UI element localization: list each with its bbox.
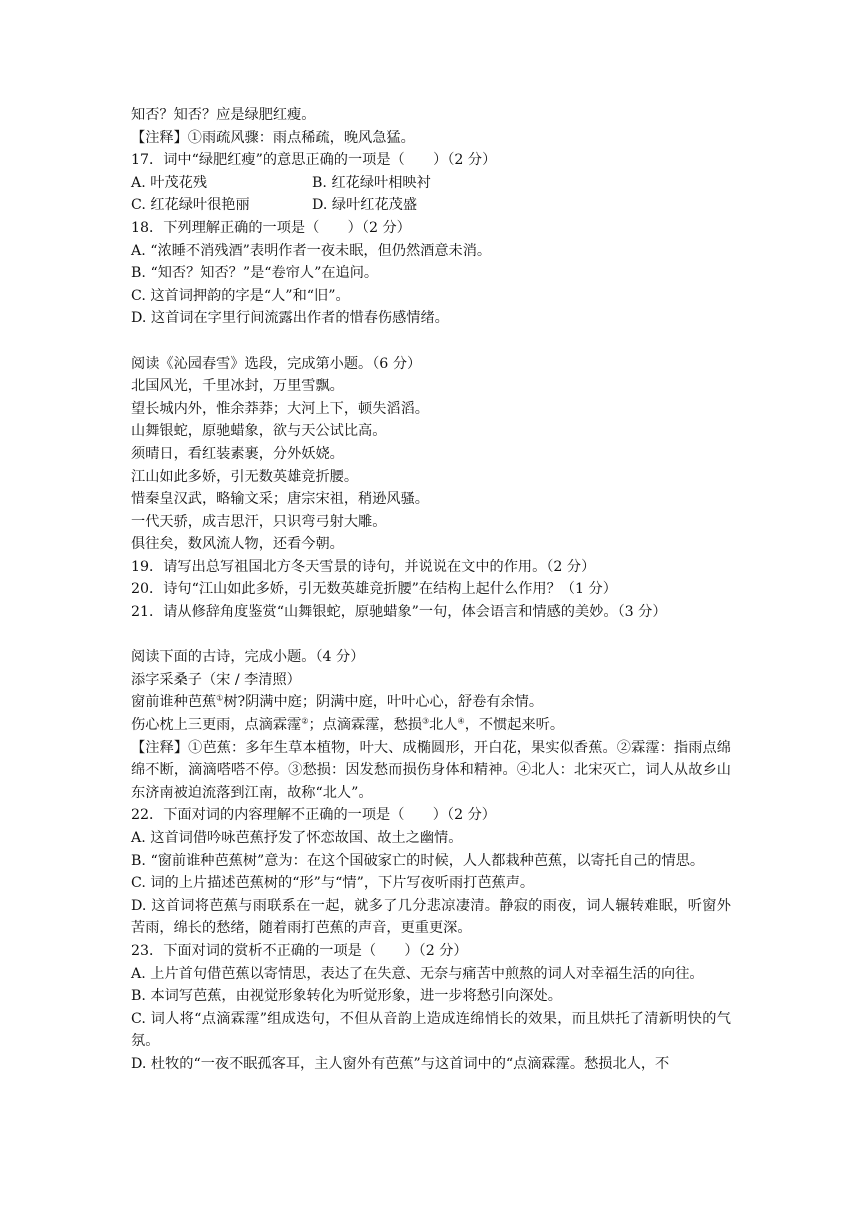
question-22: 22．下面对词的内容理解不正确的一项是（ ）（2 分） [131, 807, 496, 824]
poem-line: 须晴日，看红装素裹，分外妖娆。 [131, 445, 344, 462]
q23-option-d: D. 杜牧的“一夜不眠孤客耳，主人窗外有芭蕉”与这首词中的“点滴霖霪。愁损北人，不 [131, 1055, 670, 1072]
footnote-marker: ③ [421, 716, 430, 726]
q23-option-a: A. 上片首句借芭蕉以寄情思，表达了在失意、无奈与痛苦中煎熬的词人对幸福生活的向往。 [131, 965, 704, 982]
q17-options-row-1 [131, 172, 731, 195]
poem-line: 江山如此多娇，引无数英雄竞折腰。 [131, 468, 359, 485]
annotation: 【注释】①雨疏风骤：雨点稀疏，晚风急猛。 [131, 129, 415, 146]
q17-option-b: B. 红花绿叶相映衬 [312, 174, 431, 191]
poem-line: 俱往矣，数风流人物，还看今朝。 [131, 536, 344, 553]
q18-option-c: C. 这首词押韵的字是“人”和“旧”。 [131, 287, 350, 304]
poem-text: 树?阴满中庭；阴满中庭，叶叶心心，舒卷有余情。 [223, 694, 544, 711]
q23-option-c: C. 词人将“点滴霖霪”组成迭句，不但从音韵上造成连绵悄长的效果，而且烘托了清新明快的气氛。 [131, 1010, 731, 1050]
poem-title: 添字采桑子（宋 / 李清照） [131, 671, 301, 688]
poem-line: 山舞银蛇，原驰蜡象，欲与天公试比高。 [131, 423, 387, 440]
poem-line: 知否？知否？应是绿肥红瘦。 [131, 107, 316, 123]
poem-text: ，不惯起来听。 [464, 717, 565, 734]
poem-line: 望长城内外，惟余莽莽；大河上下，顿失滔滔。 [131, 400, 429, 417]
footnote-marker: ④ [457, 716, 465, 726]
footnote-marker: ② [301, 716, 309, 726]
q22-option-b: B. “窗前谁种芭蕉树”意为：在这个国破家亡的时候，人人都栽种芭蕉，以寄托自己的情思。 [131, 852, 705, 869]
question-17: 17．词中“绿肥红瘦”的意思正确的一项是（ ）（2 分） [131, 152, 497, 169]
poem-text: 伤心枕上三更雨，点滴霖霪 [131, 717, 302, 734]
q18-option-a: A. “浓睡不消残酒”表明作者一夜未眠，但仍然酒意未消。 [131, 242, 492, 259]
question-19: 19．请写出总写祖国北方冬天雪景的诗句，并说说在文中的作用。（2 分） [131, 558, 596, 575]
question-21: 21．请从修辞角度鉴赏“山舞银蛇，原驰蜡象”一句，体会语言和情感的美妙。（3 分） [131, 604, 667, 621]
poem-line: 惜秦皇汉武，略输文采；唐宗宋祖，稍逊风骚。 [131, 491, 429, 508]
q17-options-row-2 [131, 194, 731, 217]
poem-line: 北国风光，千里冰封，万里雪飘。 [131, 378, 344, 395]
poem-text: 北人 [429, 717, 458, 734]
q17-option-a: A. 叶茂花残 [131, 174, 208, 191]
poem-text: 窗前谁种芭蕉 [131, 694, 217, 711]
q17-option-d: D. 绿叶红花茂盛 [312, 197, 418, 214]
question-18: 18．下列理解正确的一项是（ ）（2 分） [131, 219, 411, 236]
document-body [131, 104, 731, 1076]
section-spacer [131, 330, 731, 353]
poem-text: ；点滴霖霪，愁损 [308, 717, 422, 734]
footnote-marker: ① [216, 693, 224, 703]
section-2-intro: 阅读《沁园春雪》选段，完成第小题。（6 分） [131, 355, 422, 372]
annotation: 【注释】①芭蕉：多年生草本植物，叶大、成椭圆形，开白花，果实似香蕉。②霖霪：指雨点绵绵不断，滴滴嗒嗒不停。③愁损：因发愁而损伤身体和精神。④北人：北宋灭亡，词人从故乡山东济南被迫流落到江南，故称“北人”。 [131, 739, 731, 801]
q22-option-a: A. 这首词借吟咏芭蕉抒发了怀恋故国、故土之幽情。 [131, 830, 463, 846]
section-spacer [131, 624, 731, 647]
question-23: 23．下面对词的赏析不正确的一项是（ ）（2 分） [131, 942, 468, 959]
q18-option-b: B. “知否？知否？”是“卷帘人”在追问。 [131, 265, 379, 282]
q18-option-d: D. 这首词在字里行间流露出作者的惜春伤感情绪。 [131, 310, 449, 327]
poem-line [131, 691, 731, 714]
poem-line: 一代天骄，成吉思汗，只识弯弓射大雕。 [131, 513, 387, 530]
q22-option-d: D. 这首词将芭蕉与雨联系在一起，就多了几分悲凉凄清。静寂的雨夜，词人辗转难眠，听窗外苦雨，绵长的愁绪，随着雨打芭蕉的声音，更重更深。 [131, 897, 731, 937]
section-3-intro: 阅读下面的古诗，完成小题。（4 分） [131, 649, 365, 666]
q22-option-c: C. 词的上片描述芭蕉树的“形”与“情”，下片写夜听雨打芭蕉声。 [131, 875, 535, 892]
q17-option-c: C. 红花绿叶很艳丽 [131, 197, 250, 214]
q23-option-b: B. 本词写芭蕉，由视觉形象转化为听觉形象，进一步将愁引向深处。 [131, 988, 562, 1005]
question-20: 20．诗句“江山如此多娇，引无数英雄竞折腰”在结构上起什么作用？（1 分） [131, 581, 617, 598]
poem-line [131, 714, 731, 737]
